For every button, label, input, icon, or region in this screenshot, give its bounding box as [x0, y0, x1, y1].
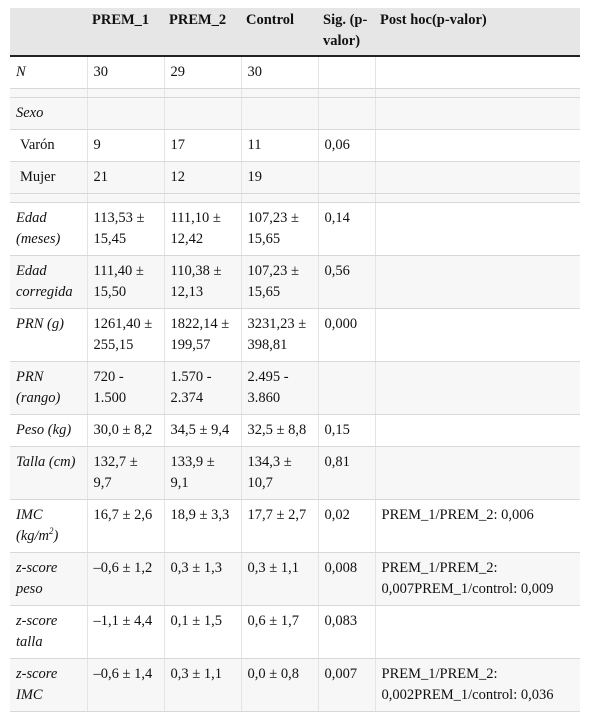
cell-prem2: 17	[164, 130, 241, 162]
table-row-z-imc	[10, 659, 580, 712]
cell-prem2: 0,3 ± 1,3	[164, 553, 241, 606]
table-row-z-peso	[10, 553, 580, 606]
cell-posthoc	[375, 162, 580, 194]
row-label: PRN (rango)	[10, 362, 87, 415]
cell-sig: 0,15	[318, 415, 375, 447]
cell-prem1: 9	[87, 130, 164, 162]
cell-control	[241, 98, 318, 130]
cell-prem1: –0,6 ± 1,2	[87, 553, 164, 606]
table-row-n	[10, 56, 580, 89]
row-label: z-score IMC	[10, 659, 87, 712]
cell-posthoc	[375, 309, 580, 362]
cell-prem1: 720 - 1.500	[87, 362, 164, 415]
cell-control: 11	[241, 130, 318, 162]
cell-prem2: 29	[164, 56, 241, 89]
cell-prem1	[87, 98, 164, 130]
header-cell-prem2: PREM_2	[164, 8, 241, 56]
cell-sig: 0,06	[318, 130, 375, 162]
cell-prem2: 111,10 ± 12,42	[164, 203, 241, 256]
table-row-z-talla	[10, 606, 580, 659]
cell-sig	[318, 162, 375, 194]
data-table-container	[10, 8, 580, 712]
cell-control: 17,7 ± 2,7	[241, 500, 318, 553]
header-cell-label	[10, 8, 87, 56]
cell-prem2: 0,3 ± 1,1	[164, 659, 241, 712]
cell-prem2: 110,38 ± 12,13	[164, 256, 241, 309]
row-label: Edad corregida	[10, 256, 87, 309]
header-cell-prem1: PREM_1	[87, 8, 164, 56]
cell-prem1: –1,1 ± 4,4	[87, 606, 164, 659]
row-label: Talla (cm)	[10, 447, 87, 500]
cell-posthoc	[375, 203, 580, 256]
spacer-row	[10, 194, 580, 203]
table-row-sexo	[10, 98, 580, 130]
cell-posthoc	[375, 56, 580, 89]
cell-sig: 0,000	[318, 309, 375, 362]
cell-control: 0,3 ± 1,1	[241, 553, 318, 606]
cell-prem1: 132,7 ± 9,7	[87, 447, 164, 500]
table-row-imc	[10, 500, 580, 553]
cell-prem2: 1.570 - 2.374	[164, 362, 241, 415]
cell-posthoc: PREM_1/PREM_2: 0,002PREM_1/control: 0,036	[375, 659, 580, 712]
cell-prem1: 30,0 ± 8,2	[87, 415, 164, 447]
table-row-talla	[10, 447, 580, 500]
cell-sig	[318, 98, 375, 130]
row-label: Edad (meses)	[10, 203, 87, 256]
cell-posthoc	[375, 447, 580, 500]
row-label: N	[10, 56, 87, 89]
cell-control: 0,6 ± 1,7	[241, 606, 318, 659]
table-row-edad-corregida	[10, 256, 580, 309]
row-label	[10, 500, 87, 553]
cell-prem2: 12	[164, 162, 241, 194]
table-row-varon	[10, 130, 580, 162]
cell-prem2: 1822,14 ± 199,57	[164, 309, 241, 362]
cell-posthoc	[375, 415, 580, 447]
header-cell-control: Control	[241, 8, 318, 56]
cell-posthoc	[375, 362, 580, 415]
row-label: Varón	[10, 130, 87, 162]
cell-prem1: 16,7 ± 2,6	[87, 500, 164, 553]
cell-prem2: 18,9 ± 3,3	[164, 500, 241, 553]
imc-label-text: IMC (kg/m	[16, 507, 50, 544]
cell-sig: 0,56	[318, 256, 375, 309]
cell-control: 30	[241, 56, 318, 89]
cell-posthoc	[375, 130, 580, 162]
cell-sig: 0,14	[318, 203, 375, 256]
cell-sig: 0,81	[318, 447, 375, 500]
cell-posthoc	[375, 606, 580, 659]
cell-control: 0,0 ± 0,8	[241, 659, 318, 712]
table-header	[10, 8, 580, 56]
table-row-prn	[10, 309, 580, 362]
table-body	[10, 56, 580, 712]
cell-prem1: 113,53 ± 15,45	[87, 203, 164, 256]
cell-control: 32,5 ± 8,8	[241, 415, 318, 447]
cell-sig: 0,02	[318, 500, 375, 553]
cell-sig	[318, 56, 375, 89]
row-label: Mujer	[10, 162, 87, 194]
cell-control: 19	[241, 162, 318, 194]
table-row-prn-rango	[10, 362, 580, 415]
table-row-edad	[10, 203, 580, 256]
imc-label-end: )	[53, 528, 59, 544]
cell-control: 2.495 - 3.860	[241, 362, 318, 415]
row-label: z-score peso	[10, 553, 87, 606]
cell-posthoc: PREM_1/PREM_2: 0,006	[375, 500, 580, 553]
cell-prem1: 111,40 ± 15,50	[87, 256, 164, 309]
cell-sig	[318, 362, 375, 415]
cell-prem1: –0,6 ± 1,4	[87, 659, 164, 712]
cell-prem2: 0,1 ± 1,5	[164, 606, 241, 659]
header-cell-posthoc: Post hoc(p-valor)	[375, 8, 580, 56]
data-table	[10, 8, 580, 712]
cell-sig: 0,008	[318, 553, 375, 606]
cell-prem2: 133,9 ± 9,1	[164, 447, 241, 500]
cell-prem2	[164, 98, 241, 130]
imc-label-superscript: 2	[49, 526, 54, 537]
header-cell-sig: Sig. (p-valor)	[318, 8, 375, 56]
cell-posthoc: PREM_1/PREM_2: 0,007PREM_1/control: 0,009	[375, 553, 580, 606]
header-row	[10, 8, 580, 56]
cell-prem1: 1261,40 ± 255,15	[87, 309, 164, 362]
cell-prem2: 34,5 ± 9,4	[164, 415, 241, 447]
table-row-peso	[10, 415, 580, 447]
table-row-mujer	[10, 162, 580, 194]
row-label: Peso (kg)	[10, 415, 87, 447]
cell-posthoc	[375, 256, 580, 309]
cell-sig: 0,083	[318, 606, 375, 659]
spacer-row	[10, 89, 580, 98]
cell-posthoc	[375, 98, 580, 130]
cell-control: 107,23 ± 15,65	[241, 203, 318, 256]
cell-prem1: 21	[87, 162, 164, 194]
cell-control: 107,23 ± 15,65	[241, 256, 318, 309]
row-label: z-score talla	[10, 606, 87, 659]
cell-control: 3231,23 ± 398,81	[241, 309, 318, 362]
row-label: Sexo	[10, 98, 87, 130]
cell-prem1: 30	[87, 56, 164, 89]
row-label: PRN (g)	[10, 309, 87, 362]
cell-sig: 0,007	[318, 659, 375, 712]
cell-control: 134,3 ± 10,7	[241, 447, 318, 500]
